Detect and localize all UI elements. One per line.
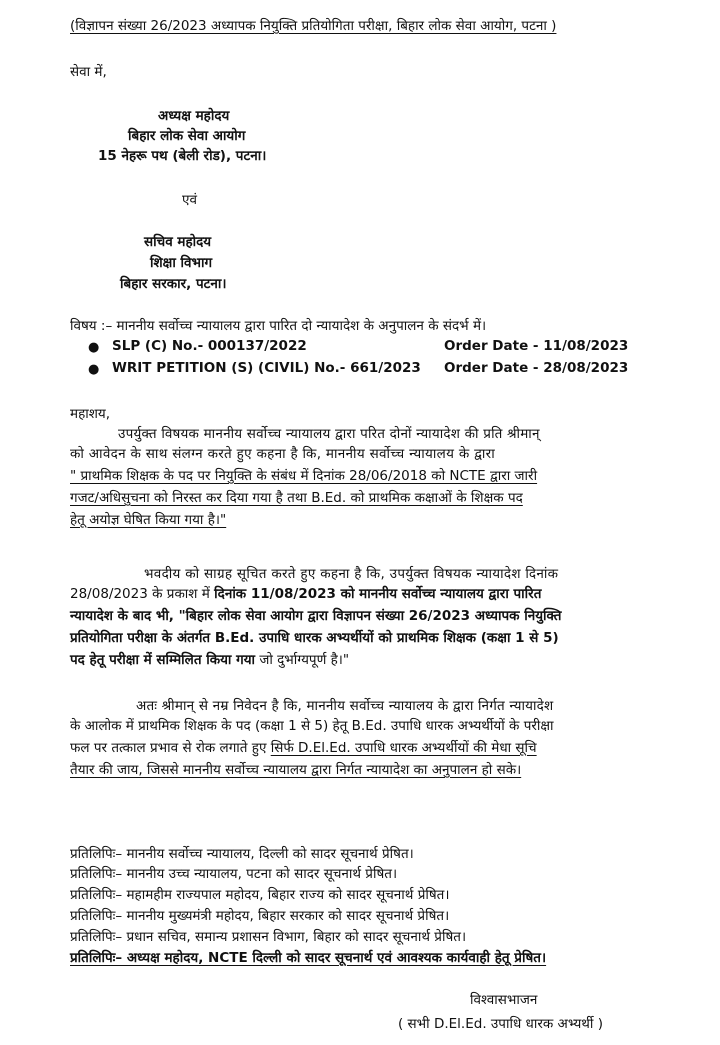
copy-item: प्रतिलिपिः– माननीय मुख्यमंत्री महोदय, बिहार सरकार को सादर सूचनार्थ प्रेषित। [70,908,450,924]
copy-item: प्रतिलिपिः– प्रधान सचिव, समान्य प्रशासन विभाग, बिहार को सादर सूचनार्थ प्रेषित। [70,929,467,945]
letter-header: (विज्ञापन संख्या 26/2023 अध्यापक नियुक्ति प्रतियोगिता परीक्षा, बिहार लोक सेवा आयोग, पटना ) [70,18,557,34]
bullet-icon: ● [88,362,100,377]
para2-quote-line: प्रतियोगिता परीक्षा के अंतर्गत B.Ed. उपाधि धारक अभ्यर्थीयों को प्राथमिक शिक्षक (कक्षा 1 से 5) [70,630,559,646]
para2-quote-line [70,650,349,670]
para1-line: उपर्युक्त विषयक माननीय सर्वोच्च न्यायालय द्वारा परित दोनों न्यायादेश की प्रति श्रीमान् [118,426,540,442]
copy-item: प्रतिलिपिः– माननीय उच्च न्यायालय, पटना को सादर सूचनार्थ प्रेषित। [70,866,398,882]
and-label: एवं [182,192,197,208]
para2-line [70,584,541,604]
para1-quote-line: गजट/अधिसुचना को निरस्त कर दिया गया है तथा B.Ed. को प्राथमिक कक्षाओं के शिक्षक पद [70,490,523,506]
addressee2-department: शिक्षा विभाग [150,255,213,271]
case-number: WRIT PETITION (S) (CIVIL) No.- 661/2023 [112,360,421,376]
case-number: SLP (C) No.- 000137/2022 [112,338,307,354]
para2-emphasis: पद हेतू परीक्षा में सम्मिलित किया गया [70,652,256,668]
addressee2-address: बिहार सरकार, पटना। [120,276,227,292]
para1-line: को आवेदन के साथ संलग्न करते हुए कहना है कि, माननीय सर्वोच्च न्यायालय के द्वारा [70,446,495,462]
addressee1-address: 15 नेहरू पथ (बेली रोड), पटना। [98,148,267,164]
para3-line: के आलोक में प्राथमिक शिक्षक के पद (कक्षा 1 से 5) हेतू B.Ed. उपाधि धारक अभ्यर्थीयों के परीक्षा [70,718,554,734]
para1-quote-line: हेतू अयोज्ञ घेषित किया गया है।" [70,512,227,528]
para2-emphasis: दिनांक 11/08/2023 को माननीय सर्वोच्च न्यायालय द्वारा पारित [214,586,542,602]
para3-line: अतः श्रीमान् से नम्र निवेदन है कि, माननीय सर्वोच्च न्यायालय के द्वारा निर्गत न्यायादेश [136,698,554,714]
order-date: Order Date - 28/08/2023 [444,360,629,376]
para3-line [70,738,537,758]
copy-item: प्रतिलिपिः– माननीय सर्वोच्च न्यायालय, दिल्ली को सादर सूचनार्थ प्रेषित। [70,846,414,862]
signature-signatory: ( सभी D.El.Ed. उपाधि धारक अभ्यर्थी ) [398,1016,603,1032]
para3-request: सिर्फ D.El.Ed. उपाधि धारक अभ्यर्थीयों की मेधा सूचि [270,740,537,756]
para1-quote-line: " प्राथमिक शिक्षक के पद पर नियुक्ति के संबंध में दिनांक 28/06/2018 को NCTE द्वारा जारी [70,468,538,484]
signature-closing: विश्वासभाजन [470,992,538,1008]
to-label: सेवा में, [70,64,107,80]
bullet-icon: ● [88,340,100,355]
para2-closing: जो दुर्भाग्यपूर्ण है।" [255,652,350,668]
para2-line: भवदीय को साग्रह सूचित करते हुए कहना है कि, उपर्युक्त विषयक न्यायादेश दिनांक [144,566,559,582]
subject-line: विषय :– माननीय सर्वोच्च न्यायालय द्वारा पारित दो न्यायादेश के अनुपालन के संदर्भ में। [70,318,487,334]
para3-text: फल पर तत्काल प्रभाव से रोक लगाते हुए [70,740,271,756]
para3-request-line: तैयार की जाय, जिससे माननीय सर्वोच्च न्यायालय द्वारा निर्गत न्यायादेश का अनुपालन हो सके। [70,762,522,778]
order-date: Order Date - 11/08/2023 [444,338,629,354]
copy-item-highlighted: प्रतिलिपिः– अध्यक्ष महोदय, NCTE दिल्ली को सादर सूचनार्थ एवं आवश्यक कार्यवाही हेतू प्रेषित। [70,950,547,966]
copy-item: प्रतिलिपिः– महामहीम राज्यपाल महोदय, बिहार राज्य को सादर सूचनार्थ प्रेषित। [70,887,450,903]
para2-quote-line: न्यायादेश के बाद भी, "बिहार लोक सेवा आयोग द्वारा विज्ञापन संख्या 26/2023 अध्यापक नियुक्ति [70,608,562,624]
salutation: महाशय, [70,406,111,422]
addressee1-office: बिहार लोक सेवा आयोग [128,128,246,144]
addressee2-title: सचिव महोदय [144,234,212,250]
para2-date-text: 28/08/2023 के प्रकाश में [70,586,215,602]
addressee1-title: अध्यक्ष महोदय [158,108,230,124]
